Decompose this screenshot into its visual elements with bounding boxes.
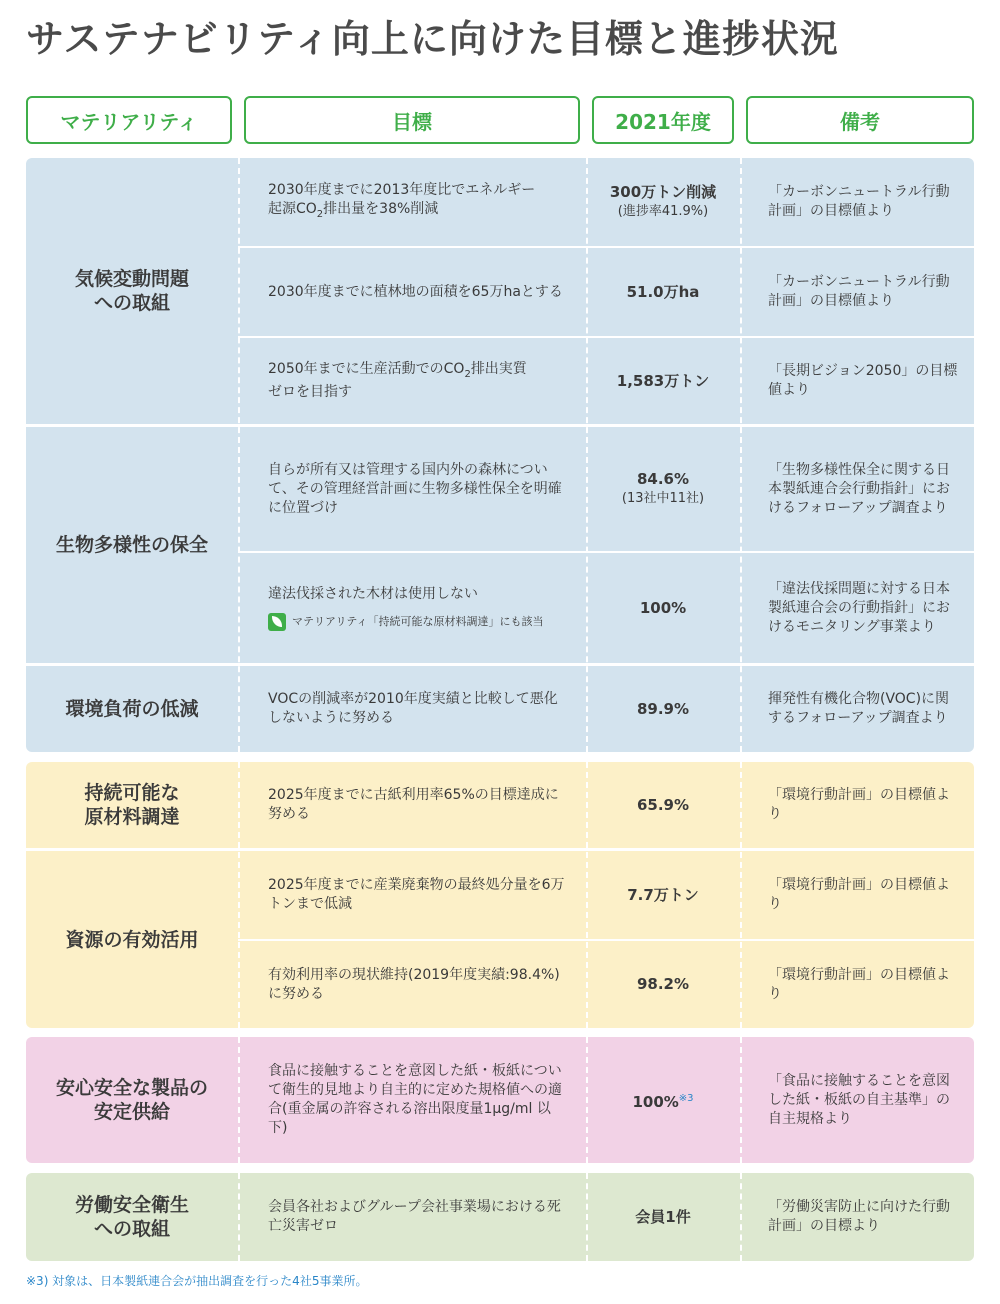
page-title: サステナビリティ向上に向けた目標と進捗状況 <box>26 17 839 61</box>
goal-cell: 2030年度までに2013年度比でエネルギー 起源$CO_2$排出量を38%削減 <box>268 181 536 220</box>
header-notes: 備考 <box>746 96 974 144</box>
goal-cell: 違法伐採された木材は使用しない マテリアリティ「持続可能な原材料調達」にも該当 <box>268 553 568 663</box>
value-cell: 100% <box>639 598 687 617</box>
goal-cell: 有効利用率の現状維持(2019年度実績:98.4%)に努める <box>268 966 560 1002</box>
value-cell: 89.9% <box>636 699 690 718</box>
materiality-environment: 環境負荷の低減 <box>65 698 199 720</box>
divider <box>238 1037 240 1163</box>
header-materiality: マテリアリティ <box>26 96 232 144</box>
goal-cell: 2025年度までに古紙利用率65%の目標達成に努める <box>268 787 559 822</box>
value-cell: 1,583万トン <box>616 371 710 390</box>
divider <box>740 1037 742 1163</box>
header-goal: 目標 <box>244 96 580 144</box>
goal-cell: 2050年までに生産活動での$CO_2$排出実質 ゼロを目指す <box>268 360 527 401</box>
goal-cell: 食品に接触することを意図した紙・板紙について衛生的見地より自主的に定めた規格値への適合(重金属の許容される溶出限度量1μg/ml 以下) <box>268 1063 562 1136</box>
value-cell: 100%$^{※3}$ <box>632 1092 694 1111</box>
materiality-product-safety: 安心安全な製品の 安定供給 <box>55 1077 208 1123</box>
note-cell: 「環境行動計画」の目標値より <box>768 877 950 912</box>
leaf-icon <box>268 613 286 631</box>
value-cell: 84.6% (13社中11社) <box>621 470 705 506</box>
divider <box>238 762 240 1028</box>
materiality-labor-safety: 労働安全衛生 への取組 <box>74 1194 189 1240</box>
header-fy2021: 2021年度 <box>592 96 734 144</box>
note-cell: 「生物多様性保全に関する日本製紙連合会行動指針」におけるフォローアップ調査より <box>768 461 950 516</box>
divider <box>238 1173 240 1261</box>
note-cell: 「食品に接触することを意図した紙・板紙の自主基準」の自主規格より <box>768 1072 950 1127</box>
divider <box>740 1173 742 1261</box>
value-cell: 51.0万ha <box>626 282 700 301</box>
footnote-mark: ※3 <box>678 1092 694 1104</box>
goal-cell: 2030年度までに植林地の面積を65万haとする <box>268 283 563 300</box>
goal-cell: 自らが所有又は管理する国内外の森林について、その管理経営計画に生物多様性保全を明確に位置づけ <box>268 461 562 516</box>
labor-safety-group <box>26 1173 974 1261</box>
goal-cell: VOCの削減率が2010年度実績と比較して悪化しないように努める <box>268 691 558 726</box>
environment-group <box>26 158 974 752</box>
value-cell: 300万トン削減 (進捗率41.9%) <box>609 183 717 219</box>
note-cell: 揮発性有機化合物(VOC)に関するフォローアップ調査より <box>768 691 950 726</box>
resource-group <box>26 762 974 1028</box>
materiality-badge: マテリアリティ「持続可能な原材料調達」にも該当 <box>268 612 568 631</box>
materiality-climate: 気候変動問題 への取組 <box>74 268 189 314</box>
note-cell: 「環境行動計画」の目標値より <box>768 966 950 1002</box>
divider <box>740 762 742 1028</box>
note-cell: 「環境行動計画」の目標値より <box>768 787 950 822</box>
value-cell: 7.7万トン <box>627 885 699 904</box>
value-cell: 65.9% <box>636 795 690 814</box>
note-cell: 「カーボンニュートラル行動計画」の目標値より <box>768 184 950 219</box>
note-cell: 「カーボンニュートラル行動計画」の目標値より <box>768 274 950 309</box>
goal-cell: 会員各社およびグループ会社事業場における死亡災害ゼロ <box>268 1199 561 1234</box>
materiality-biodiversity: 生物多様性の保全 <box>55 534 208 556</box>
materiality-resources: 資源の有効活用 <box>65 928 199 951</box>
materiality-sourcing: 持続可能な 原材料調達 <box>84 782 180 828</box>
value-cell: 会員1件 <box>635 1207 691 1226</box>
footnote: ※3) 対象は、日本製紙連合会が抽出調査を行った4社5事業所。 <box>26 1274 368 1288</box>
goal-cell: 2025年度までに産業廃棄物の最終処分量を6万トンまで低減 <box>268 877 565 912</box>
note-cell: 「違法伐採問題に対する日本製紙連合会の行動指針」におけるモニタリング事業より <box>768 580 950 635</box>
value-cell: 98.2% <box>636 975 690 993</box>
note-cell: 「労働災害防止に向けた行動計画」の目標より <box>768 1199 950 1234</box>
note-cell: 「長期ビジョン2050」の目標値より <box>768 363 958 398</box>
product-safety-group <box>26 1037 974 1163</box>
